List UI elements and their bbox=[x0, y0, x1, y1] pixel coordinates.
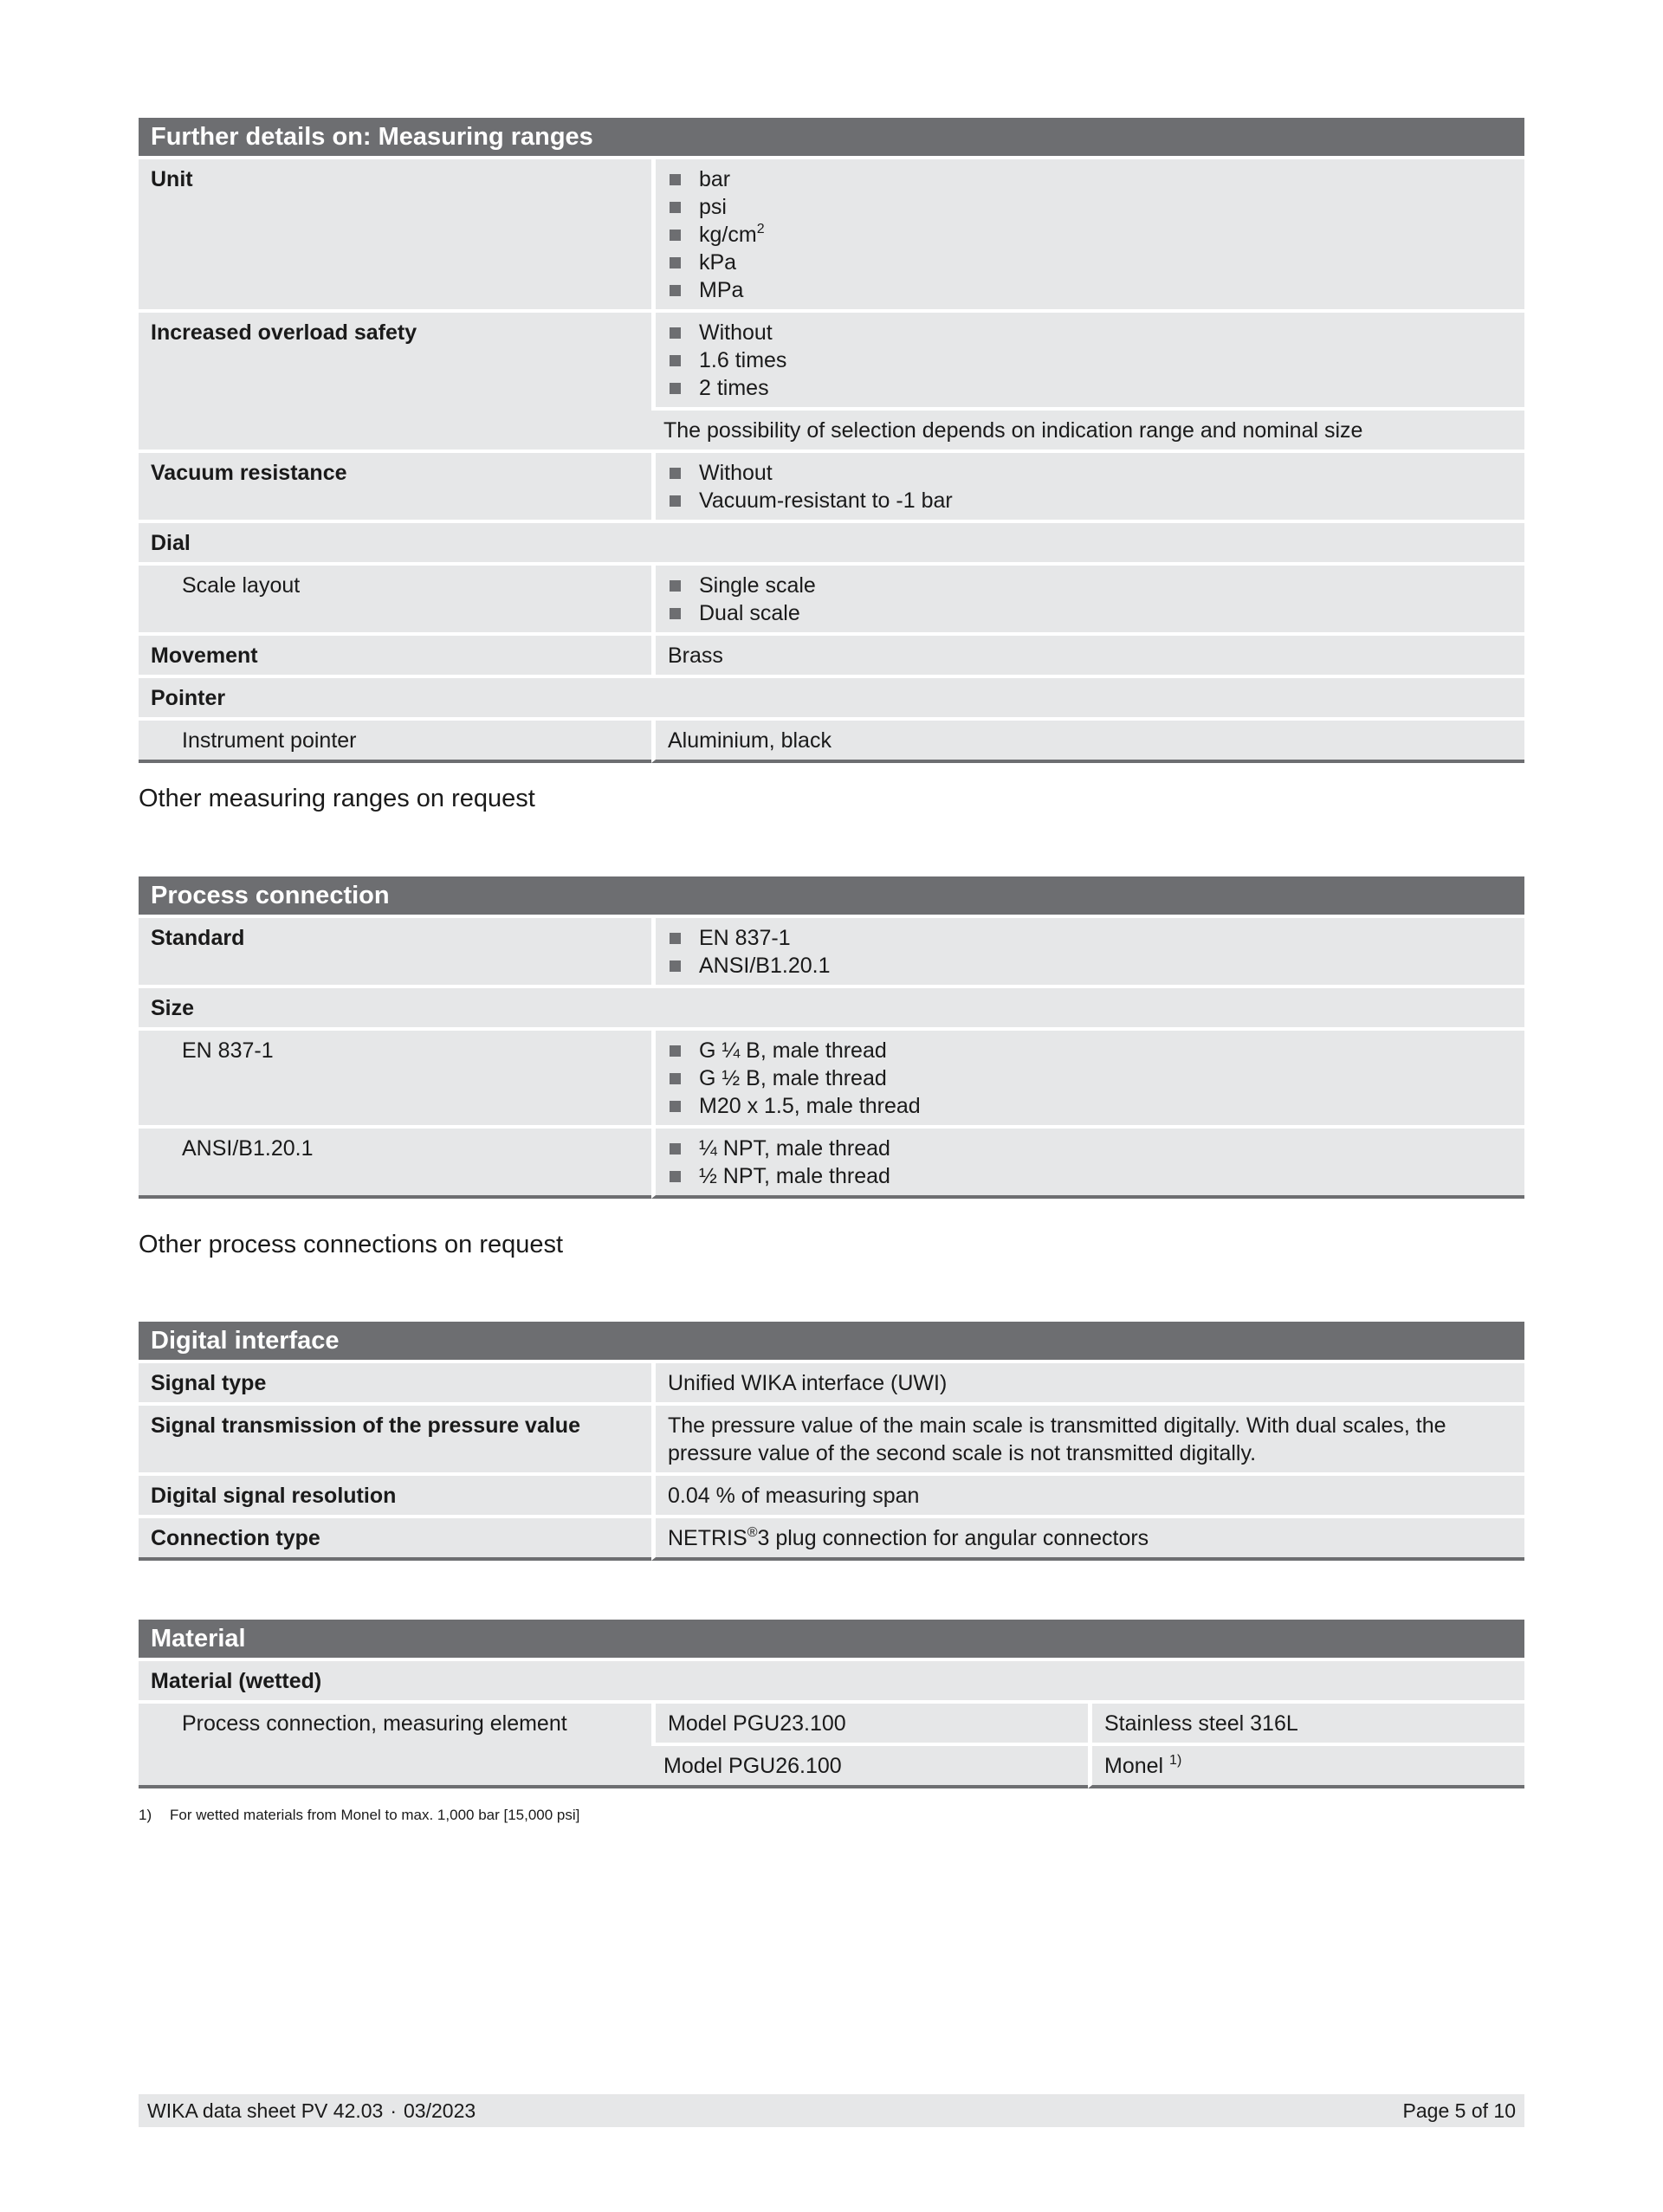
material-cell: Stainless steel 316L bbox=[1088, 1700, 1524, 1743]
material-cell: Monel $^{1)}$ bbox=[1088, 1743, 1524, 1788]
overload-values bbox=[651, 309, 1524, 407]
bullet-icon bbox=[670, 1101, 681, 1112]
bullet-icon bbox=[670, 1143, 681, 1155]
footer-date: 03/2023 bbox=[404, 2099, 476, 2122]
instrument-pointer-value: Aluminium, black bbox=[651, 717, 1524, 763]
material-wetted-label: Material (wetted) bbox=[139, 1658, 1524, 1700]
list-item: 2 times bbox=[668, 374, 1512, 402]
list-item: psi bbox=[668, 193, 1512, 221]
bullet-icon bbox=[670, 327, 681, 339]
movement-label: Movement bbox=[139, 632, 651, 675]
resolution-label: Digital signal resolution bbox=[139, 1472, 651, 1515]
bullet-icon bbox=[670, 1045, 681, 1057]
bullet-icon bbox=[670, 202, 681, 213]
bullet-icon bbox=[670, 230, 681, 241]
list-item: M20 x 1.5, male thread bbox=[668, 1092, 1512, 1120]
pointer-label: Pointer bbox=[139, 675, 1524, 717]
bullet-icon bbox=[670, 285, 681, 296]
footer-page-number: Page 5 of 10 bbox=[1402, 2099, 1516, 2122]
process-note: Other process connections on request bbox=[139, 1231, 564, 1258]
scale-layout-values bbox=[651, 562, 1524, 632]
section-header-digital: Digital interface bbox=[139, 1322, 1524, 1360]
list-item: ANSI/B1.20.1 bbox=[668, 952, 1512, 980]
list-item: Dual scale bbox=[668, 599, 1512, 627]
section-header-process: Process connection bbox=[139, 876, 1524, 915]
list-item: 1.6 times bbox=[668, 346, 1512, 374]
signal-type-label: Signal type bbox=[139, 1360, 651, 1402]
bullet-icon bbox=[670, 1073, 681, 1084]
list-item: kPa bbox=[668, 249, 1512, 276]
vacuum-values bbox=[651, 450, 1524, 520]
list-item: Vacuum-resistant to -1 bar bbox=[668, 487, 1512, 514]
ansi-label: ANSI/B1.20.1 bbox=[139, 1125, 651, 1199]
scale-layout-label: Scale layout bbox=[139, 562, 651, 632]
bullet-icon bbox=[670, 495, 681, 507]
section-header-measuring: Further details on: Measuring ranges bbox=[139, 118, 1524, 156]
footer-separator: · bbox=[390, 2099, 398, 2122]
footnote-number: 1) bbox=[139, 1807, 152, 1823]
bullet-icon bbox=[670, 383, 681, 394]
list-item: G ½ B, male thread bbox=[668, 1064, 1512, 1092]
list-item: G ¼ B, male thread bbox=[668, 1037, 1512, 1064]
bullet-icon bbox=[670, 580, 681, 592]
model-cell: Model PGU23.100 bbox=[651, 1700, 1088, 1743]
signal-type-value: Unified WIKA interface (UWI) bbox=[651, 1360, 1524, 1402]
list-item: Without bbox=[668, 319, 1512, 346]
list-item: EN 837-1 bbox=[668, 924, 1512, 952]
process-measuring-element-label: Process connection, measuring element bbox=[139, 1700, 651, 1788]
unit-label: Unit bbox=[139, 156, 651, 309]
section-header-material: Material bbox=[139, 1620, 1524, 1658]
instrument-pointer-label: Instrument pointer bbox=[139, 717, 651, 763]
list-item: MPa bbox=[668, 276, 1512, 304]
bullet-icon bbox=[670, 608, 681, 619]
bullet-icon bbox=[670, 960, 681, 972]
ansi-values bbox=[651, 1125, 1524, 1199]
measuring-ranges-table bbox=[139, 118, 1524, 763]
overload-note: The possibility of selection depends on indication range and nominal size bbox=[651, 407, 1524, 450]
connection-type-value: NETRIS®3 plug connection for angular connectors bbox=[651, 1515, 1524, 1561]
dial-label: Dial bbox=[139, 520, 1524, 562]
bullet-icon bbox=[670, 468, 681, 479]
measuring-note: Other measuring ranges on request bbox=[139, 785, 535, 812]
resolution-value: 0.04 % of measuring span bbox=[651, 1472, 1524, 1515]
unit-values bbox=[651, 156, 1524, 309]
overload-label: Increased overload safety bbox=[139, 309, 651, 450]
page-footer bbox=[139, 2094, 1524, 2127]
size-label: Size bbox=[139, 985, 1524, 1027]
material-table bbox=[139, 1620, 1524, 1788]
digital-interface-table bbox=[139, 1322, 1524, 1561]
model-cell: Model PGU26.100 bbox=[651, 1743, 1088, 1788]
list-item: Without bbox=[668, 459, 1512, 487]
bullet-icon bbox=[670, 355, 681, 366]
footnote bbox=[139, 1807, 579, 1824]
movement-value: Brass bbox=[651, 632, 1524, 675]
bullet-icon bbox=[670, 174, 681, 185]
bullet-icon bbox=[670, 257, 681, 268]
list-item: Single scale bbox=[668, 572, 1512, 599]
footnote-text: For wetted materials from Monel to max. 1,000 bar [15,000 psi] bbox=[170, 1807, 580, 1823]
list-item: ¼ NPT, male thread bbox=[668, 1135, 1512, 1162]
standard-values bbox=[651, 915, 1524, 985]
connection-type-label: Connection type bbox=[139, 1515, 651, 1561]
vacuum-label: Vacuum resistance bbox=[139, 450, 651, 520]
signal-transmission-label: Signal transmission of the pressure value bbox=[139, 1402, 651, 1472]
process-connection-table bbox=[139, 876, 1524, 1199]
standard-label: Standard bbox=[139, 915, 651, 985]
list-item: ½ NPT, male thread bbox=[668, 1162, 1512, 1190]
list-item: bar bbox=[668, 165, 1512, 193]
bullet-icon bbox=[670, 933, 681, 944]
signal-transmission-value: The pressure value of the main scale is transmitted digitally. With dual scales, the pressure value of the second scale is not transmitted digitally. bbox=[651, 1402, 1524, 1472]
list-item: $kg/cm^2$ bbox=[668, 221, 1512, 249]
en-837-label: EN 837-1 bbox=[139, 1027, 651, 1125]
en-837-values bbox=[651, 1027, 1524, 1125]
footer-doc-title: WIKA data sheet PV 42.03 bbox=[147, 2099, 384, 2122]
bullet-icon bbox=[670, 1171, 681, 1182]
